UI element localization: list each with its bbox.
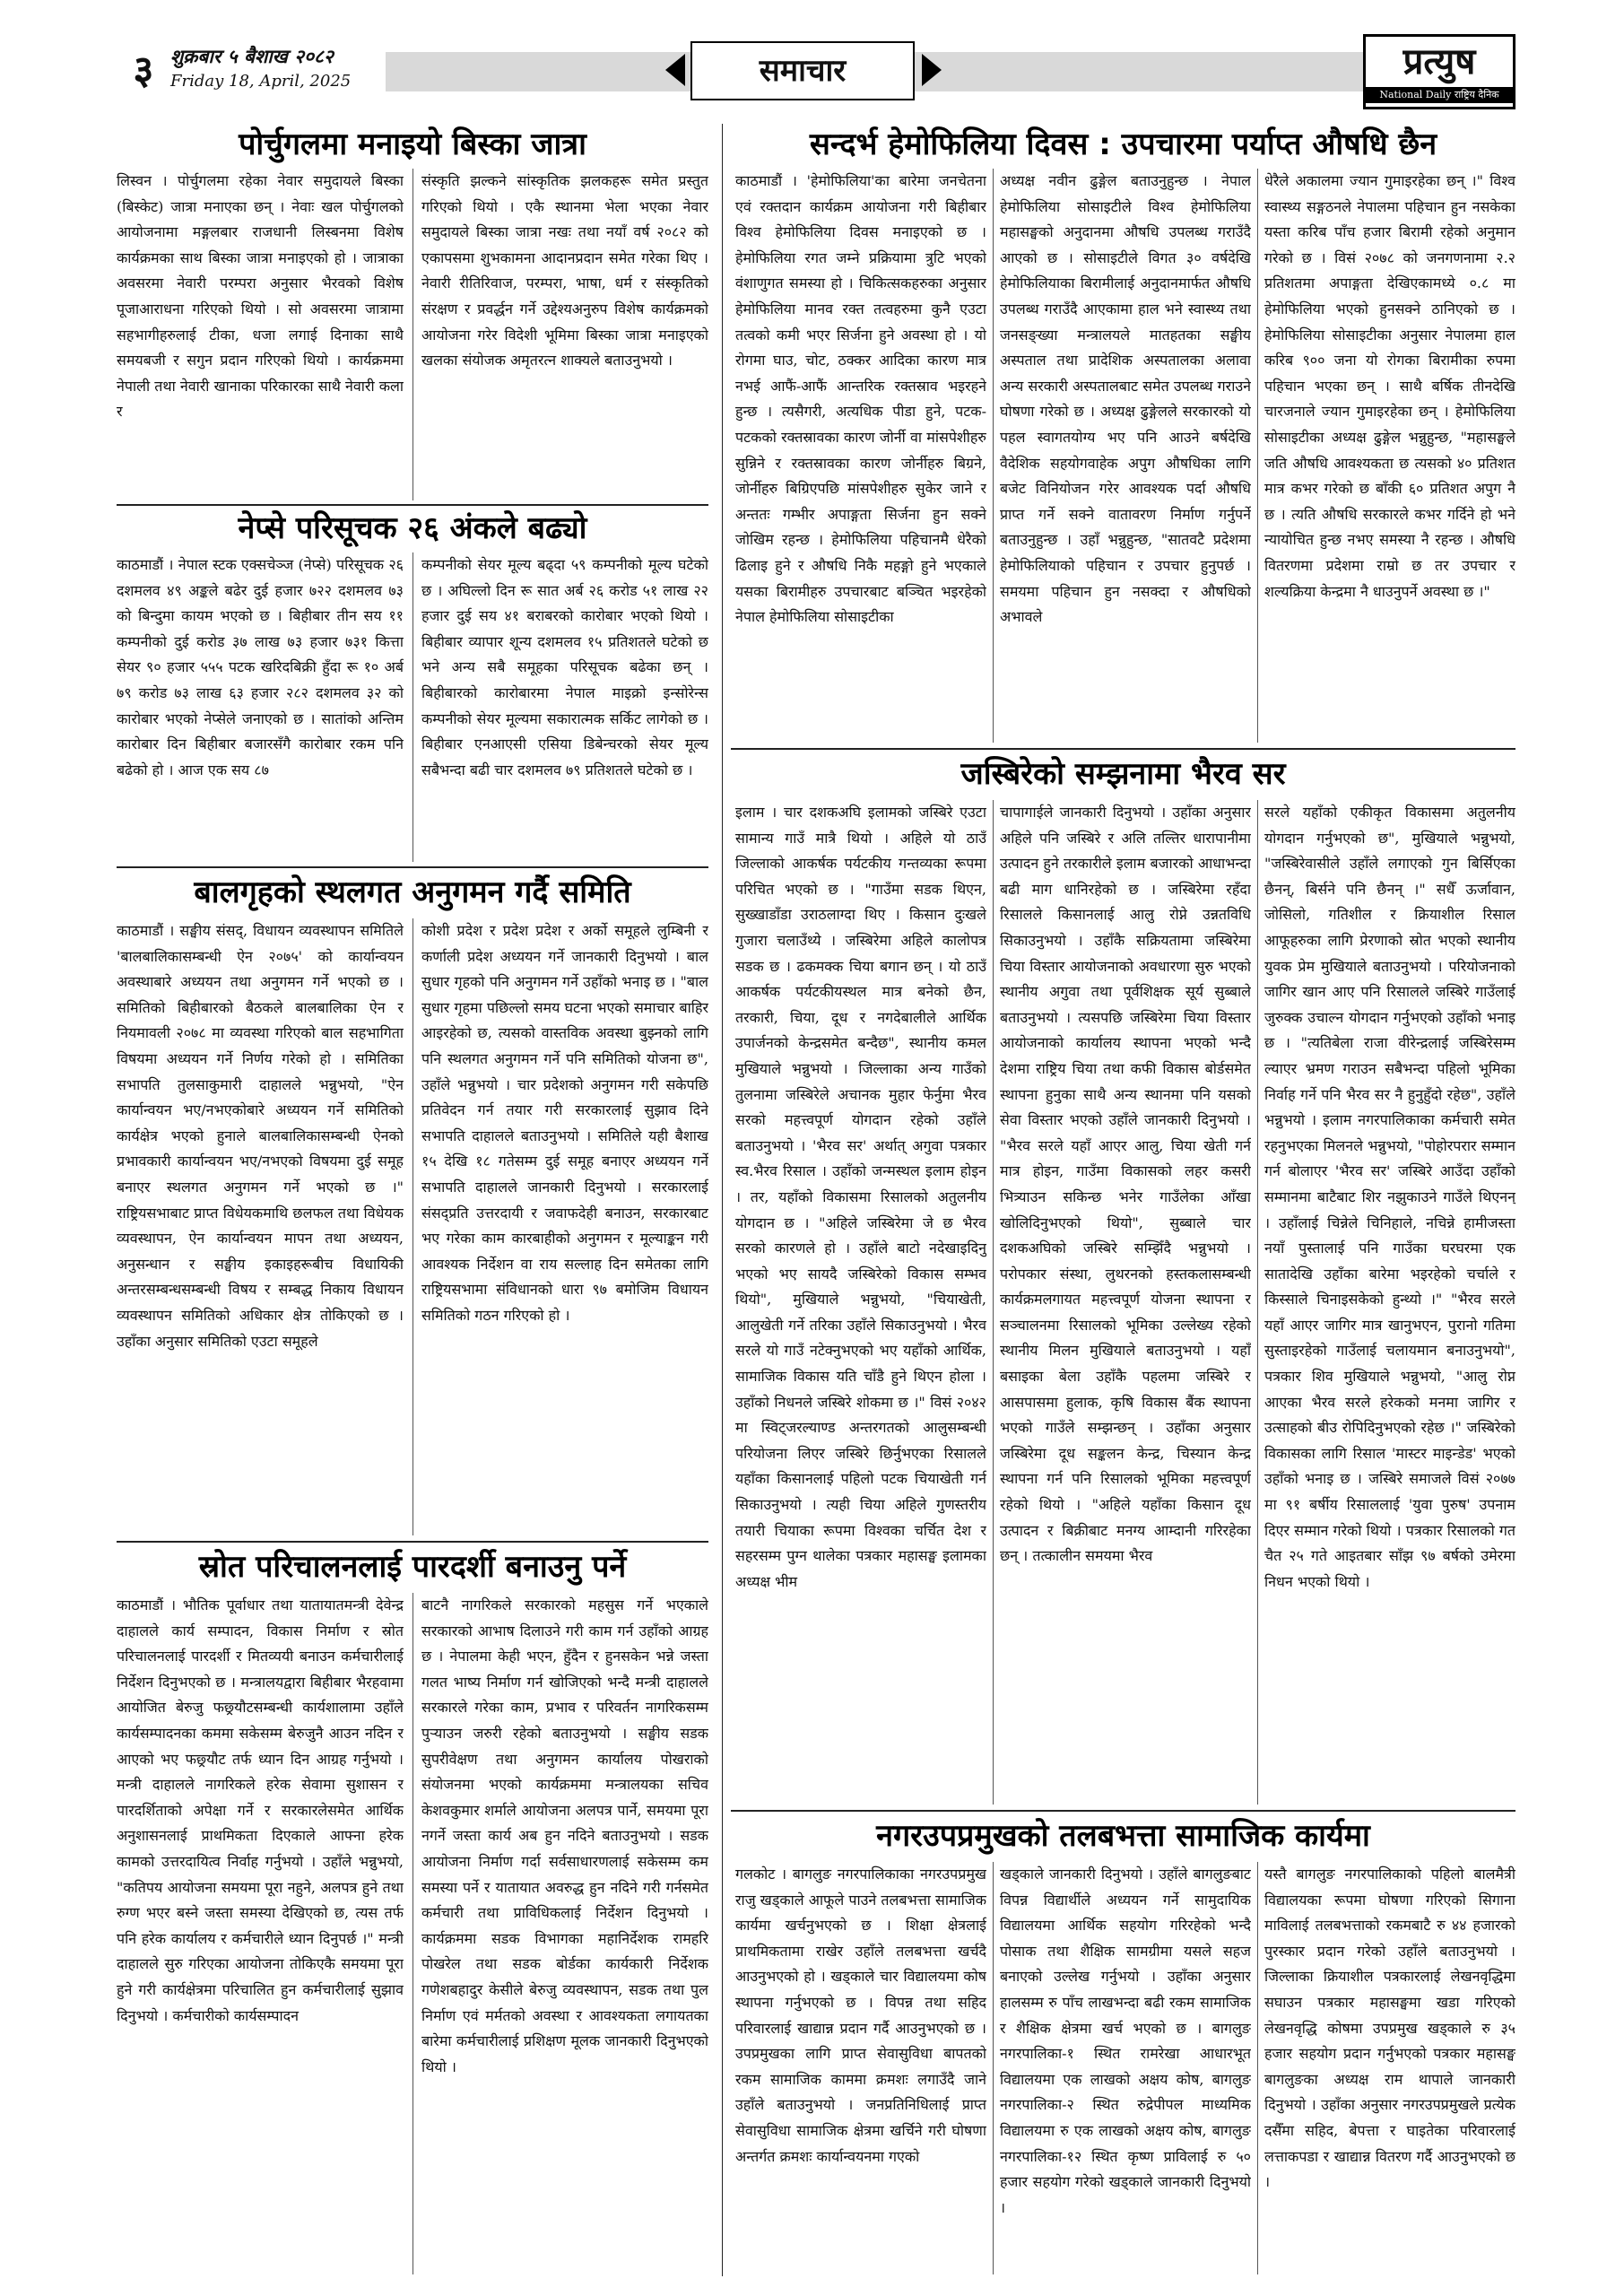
section-title: समाचार xyxy=(690,41,915,100)
article-portugal-col2: संस्कृति झल्कने सांस्कृतिक झलकहरू समेत प्रस्तुत गरिएको थियो । एकै स्थानमा भेला भएका नेवार समुदायले बिस्का जात्रा नखः तथा नयाँ वर्ष २०८२ को एकापसमा शुभकामना आदानप्रदान समेत गरेका थिए । नेवारी रीतिरिवाज, परम्परा, भाषा, धर्म र संस्कृतिको संरक्षण र प्रवर्द्धन गर्ने उद्देश्यअनुरुप विशेष कार्यक्रमको आयोजना गरेर विदेशी भूमिमा बिस्का जात्रा मनाइएको खलका संयोजक अमृतरत्न शाक्यले बताउनुभयो । xyxy=(421,172,708,370)
article-balgriha-col1: काठमाडौं । सङ्घीय संसद्, विधायन व्यवस्थापन समितिले 'बालबालिकासम्बन्धी ऐन २०७५' को कार्यान्वयन अवस्थाबारे अध्ययन तथा अनुगमन गर्ने भएको छ । समितिको बिहीबारको बैठकले बालबालिका ऐन र नियमावली २०७८ मा व्यवस्था गरिएको बाल सहभागिता विषयमा अध्ययन गर्ने निर्णय गरेको हो । समितिका सभापति तुलसाकुमारी दाहालले भन्नुभयो, "ऐन कार्यान्वयन भए/नभएकोबारे अध्ययन गर्ने समितिको कार्यक्षेत्र भएको हुनाले बालबालिकासम्बन्धी ऐनको प्रभावकारी कार्यान्वयन भए/नभएको विषयमा दुई समूह बनाएर स्थलगत अनुगमन गर्ने भएको छ ।" राष्ट्रियसभाबाट प्राप्त विधेयकमाथि छलफल तथा विधेयक व्यवस्थापन, ऐन कार्यान्वयन मापन तथा अध्ययन, अनुसन्धान र सङ्घीय इकाइहरूबीच विधायिकी अन्तरसम्बन्धसम्बन्धी विषय र सम्बद्ध निकाय विधायन व्यवस्थापन समितिको अधिकार क्षेत्र तोकिएको छ । उहाँका अनुसार समितिको एउटा समूहले xyxy=(117,922,404,1350)
headline-nepse: नेप्से परिसूचक २६ अंकले बढ्यो xyxy=(238,510,587,546)
article-hemophilia-col3: धेरैले अकालमा ज्यान गुमाइरहेका छन् ।" विश्व स्वास्थ्य सङ्गठनले नेपालमा पहिचान हुन नसकेका यस्ता करिब पाँच हजार बिरामी रहेको अनुमान गरेको छ । विसं २०७८ को जनगणनामा २.२ प्रतिशतमा अपाङ्गता देखिएकामध्ये ०.८ मा हेमोफिलिया भएको हुनसक्ने ठानिएको छ । हेमोफिलिया सोसाइटीका अनुसार नेपालमा हाल करिब ९०० जना यो रोगका बिरामीका रुपमा पहिचान भएका छन् । साथै बर्षिक तीनदेखि चारजनाले ज्यान गुमाइरहेका छन् । हेमोफिलिया सोसाइटीका अध्यक्ष ढुङ्गेल भन्नुहुन्छ, "महासङ्घले जति औषधि आवश्यकता छ त्यसको ४० प्रतिशत मात्र कभर गरेको छ बाँकी ६० प्रतिशत अपुग नै छ । त्यति औषधि सरकारले कभर गर्दिने हो भने न्यायोचित हुन्छ नभए समस्या नै रहन्छ । औषधि वितरणमा प्रदेशमा राम्रो छ तर उपचार र शल्यक्रिया केन्द्रमा नै धाउनुपर्ने अवस्था छ ।" xyxy=(1264,172,1515,600)
column-divider xyxy=(993,800,994,1805)
article-hemophilia-col2: अध्यक्ष नवीन ढुङ्गेल बताउनुहुन्छ । नेपाल हेमोफिलिया सोसाइटीले विश्व हेमोफिलिया महासङ्घको अनुदानमा औषधि उपलब्ध गराउँदै आएको छ । सोसाइटीले विगत ३० वर्षदेखि हेमोफिलियाका बिरामीलाई अनुदानमार्फत औषधि उपलब्ध गराउँदै आएकामा हाल भने स्वास्थ्य तथा जनसङ्ख्या मन्त्रालयले मातहतका सङ्घीय अस्पताल तथा प्रादेशिक अस्पतालका अलावा अन्य सरकारी अस्पतालबाट समेत उपलब्ध गराउने घोषणा गरेको छ । अध्यक्ष ढुङ्गेलले सरकारको यो पहल स्वागतयोग्य भए पनि आउने बर्षदेखि वैदेशिक सहयोगवाहेक अपुग औषधिका लागि बजेट विनियोजन गरेर आवश्यक पर्दा औषधि प्राप्त गर्ने सक्ने वातावरण निर्माण गर्नुपर्ने बताउनुहुन्छ । उहाँ भन्नुहुन्छ, "सातवटै प्रदेशमा हेमोफिलियाको पहिचान र उपचार हुनुपर्छ । समयमा पहिचान हुन नसक्दा र औषधिको अभावले xyxy=(1000,172,1251,626)
column-divider xyxy=(1257,800,1258,1805)
logo-name: प्रत्युष xyxy=(1403,40,1476,83)
headline-jaswire: जस्बिरेको सम्झनामा भैरव सर xyxy=(960,756,1286,792)
column-divider xyxy=(993,169,994,743)
section-divider xyxy=(117,1541,708,1543)
section-divider xyxy=(731,1810,1515,1812)
article-jaswire-col2: चापागाईले जानकारी दिनुभयो । उहाँका अनुसार अहिले पनि जस्बिरे र अलि तल्तिर धारापानीमा उत्पादन हुने तरकारीले इलाम बजारको आधाभन्दा बढी माग धानिरहेको छ । जस्बिरेमा रहँदा रिसालले किसानलाई आलु रोप्ने उन्नतविधि सिकाउनुभयो । उहाँकै सक्रियतामा जस्बिरेमा चिया विस्तार आयोजनाको अवधारणा सुरु भएको स्थानीय अगुवा तथा पूर्वशिक्षक सूर्य सुब्बाले बताउनुभयो । त्यसपछि जस्बिरेमा चिया विस्तार आयोजनाको कार्यालय स्थापना भएको भन्दै देशमा राष्ट्रिय चिया तथा कफी विकास बोर्डसमेत स्थापना हुनुका साथै अन्य स्थानमा पनि यसको सेवा विस्तार भएको उहाँले जानकारी दिनुभयो । "भैरव सरले यहाँ आएर आलु, चिया खेती गर्न मात्र होइन, गाउँमा विकासको लहर कसरी भित्र्याउन सकिन्छ भनेर गाउँलेका आँखा खोलिदिनुभएको थियो", सुब्बाले चार दशकअघिको जस्बिरे सम्झिँदै भन्नुभयो । परोपकार संस्था, लुथरनको हस्तकलासम्बन्धी कार्यक्रमलगायत महत्त्वपूर्ण योजना स्थापना र सञ्चालनमा रिसालको भूमिका उल्लेख्य रहेको स्थानीय मिलन मुखियाले बताउनुभयो । यहाँ बसाइका बेला उहाँकै पहलमा जस्बिरे र आसपासमा हुलाक, कृषि विकास बैंक स्थापना भएको गाउँले सम्झन्छन् । उहाँका अनुसार जस्बिरेमा दूध सङ्कलन केन्द्र, चिस्यान केन्द्र स्थापना गर्न पनि रिसालको भूमिका महत्त्वपूर्ण रहेको थियो । "अहिले यहाँका किसान दूध उत्पादन र बिक्रीबाट मनग्य आम्दानी गरिरहेका छन् । तत्कालीन समयमा भैरव xyxy=(1000,804,1251,1565)
header-bar xyxy=(386,52,1444,91)
headline-strot: स्रोत परिचालनलाई पारदर्शी बनाउनु पर्ने xyxy=(198,1549,627,1585)
article-nagar-col3: यस्तै बागलुङ नगरपालिकाको पहिलो बालमैत्री विद्यालयका रूपमा घोषणा गरिएको सिगाना माविलाई तलबभत्ताको रकमबाटै रु ४४ हजारको पुरस्कार प्रदान गरेको उहाँले बताउनुभयो । जिल्लाका क्रियाशील पत्रकारलाई लेखनवृद्धिमा सघाउन पत्रकार महासङ्घमा खडा गरिएको लेखनवृद्धि कोषमा उपप्रमुख खड्काले रु ३५ हजार सहयोग प्रदान गर्नुभएको पत्रकार महासङ्घ बागलुङका अध्यक्ष राम थापाले जानकारी दिनुभयो । उहाँका अनुसार नगरउपप्रमुखले प्रत्येक दसैँमा सहिद, बेपत्ता र घाइतेका परिवारलाई लत्ताकपडा र खाद्यान्न वितरण गर्दै आउनुभएको छ । xyxy=(1264,1866,1515,2191)
article-portugal-col1: लिस्वन । पोर्चुगलमा रहेका नेवार समुदायले बिस्का (बिस्केट) जात्रा मनाएका छन् । नेवाः खल पोर्चुगलको आयोजनामा मङ्गलबार राजधानी लिस्बनमा विशेष कार्यक्रमका साथ बिस्का जात्रा मनाइएको हो । जात्राका अवसरमा नेवारी परम्परा अनुसार भैरवको विशेष पूजाआराधना गरिएको थियो । सो अवसरमा जात्रामा सहभागीहरुलाई टीका, धजा लगाई दिनाका साथै समयबजी र सगुन प्रदान गरिएको थियो । कार्यक्रममा नेपाली तथा नेवारी खानाका परिकारका साथै नेवारी कला र xyxy=(117,172,404,421)
page-number: ३ xyxy=(133,48,154,93)
article-balgriha-col2: कोशी प्रदेश र प्रदेश प्रदेश र अर्को समूहले लुम्बिनी र कर्णाली प्रदेश अध्ययन गर्ने जानकारी दिनुभयो । बाल सुधार गृहको पनि अनुगमन गर्ने उहाँको भनाइ छ । "बाल सुधार गृहमा पछिल्लो समय घटना भएको समाचार बाहिर आइरहेको छ, त्यसको वास्तविक अवस्था बुझ्नको लागि पनि स्थलगत अनुगमन गर्ने पनि समितिको योजना छ", उहाँले भन्नुभयो । चार प्रदेशको अनुगमन गरी सकेपछि प्रतिवेदन गर्न तयार गरी सरकारलाई सुझाव दिने सभापति दाहालले बताउनुभयो । समितिले यही बैशाख १५ देखि १८ गतेसम्म दुई समूह बनाएर अध्ययन गर्ने सभापति दाहालले जानकारी दिनुभयो । सरकारलाई संसद्प्रति उत्तरदायी र जवाफदेही बनाउन, सरकारबाट भए गरेका काम कारबाहीको अनुगमन र मूल्याङ्कन गरी आवश्यक निर्देशन वा राय सल्लाह दिन समेतका लागि राष्ट्रियसभामा संविधानको धारा ९७ बमोजिम विधायन समितिको गठन गरिएको हो । xyxy=(421,922,708,1324)
headline-portugal: पोर्चुगलमा मनाइयो बिस्का जात्रा xyxy=(239,126,586,162)
section-divider xyxy=(731,748,1515,750)
date-nepali: शुक्रबार ५ बैशाख २०८२ xyxy=(170,45,334,67)
article-nagar-col2: खड्काले जानकारी दिनुभयो । उहाँले बागलुङबाट विपन्न विद्यार्थीले अध्ययन गर्ने सामुदायिक विद्यालयमा आर्थिक सहयोग गरिरहेको भन्दै पोसाक तथा शैक्षिक सामग्रीमा यसले सहज बनाएको उल्लेख गर्नुभयो । उहाँका अनुसार हालसम्म रु पाँच लाखभन्दा बढी रकम सामाजिक र शैक्षिक क्षेत्रमा खर्च भएको छ । बागलुङ नगरपालिका-१ स्थित रामरेखा आधारभूत विद्यालयमा एक लाखको अक्षय कोष, बागलुङ नगरपालिका-२ स्थित रुद्रेपीपल माध्यमिक विद्यालयमा रु एक लाखको अक्षय कोष, बागलुङ नगरपालिका-१२ स्थित कृष्ण प्राविलाई रु ५० हजार सहयोग गरेको खड्काले जानकारी दिनुभयो । xyxy=(1000,1866,1251,2216)
section-divider xyxy=(117,866,708,868)
arrow-right-icon xyxy=(922,54,942,86)
article-jaswire-col3: सरले यहाँको एकीकृत विकासमा अतुलनीय योगदान गर्नुभएको छ", मुखियाले भन्नुभयो, "जस्बिरेवासीले उहाँले लगाएको गुन बिर्सिएका छैनन्, बिर्सने पनि छैनन् ।" सधैँ ऊर्जावान, जोसिलो, गतिशील र क्रियाशील रिसाल आफूहरुका लागि प्रेरणाको स्रोत भएको स्थानीय युवक प्रेम मुखियाले बताउनुभयो । परियोजनाको जागिर खान आए पनि रिसालले जस्बिरे गाउँलाई जुरुक्क उचाल्न योगदान गर्नुभएको उहाँको भनाइ छ । "त्यतिबेला राजा वीरेन्द्रलाई जस्बिरेसम्म ल्याएर भ्रमण गराउन सबैभन्दा पहिलो भूमिका निर्वाह गर्ने पनि भैरव सर नै हुनुहुँदो रहेछ", उहाँले भन्नुभयो । इलाम नगरपालिकाका कर्मचारी समेत रहनुभएका मिलनले भन्नुभयो, "पोहोरपरार सम्मान गर्न बोलाएर 'भैरव सर' जस्बिरे आउँदा उहाँको सम्मानमा बाटैबाट शिर नझुकाउने गाउँले थिएनन् । उहाँलाई चिन्नेले चिनिहाले, नचिन्ने हामीजस्ता नयाँ पुस्तालाई पनि गाउँका घरघरमा एक सातादेखि उहाँका बारेमा भइरहेको चर्चाले र किस्साले चिनाइसकेको हुन्थ्यो ।" "भैरव सरले यहाँ आएर जागिर मात्र खानुभएन, पुरानो गतिमा सुस्ताइरहेको गाउँलाई चलायमान बनाउनुभयो", पत्रकार शिव मुखियाले भन्नुभयो, "आलु रोप्न आएका भैरव सरले हरेकको मनमा जागिर र उत्साहको बीउ रोपिदिनुभएको रहेछ ।" जस्बिरेको विकासका लागि रिसाल 'मास्टर माइन्डेड' भएको उहाँको भनाइ छ । जस्बिरे समाजले विसं २०७७ मा ९१ बर्षीय रिसाललाई 'युवा पुरुष' उपनाम दिएर सम्मान गरेको थियो । पत्रकार रिसालको गत चैत २५ गते आइतबार साँझ ९७ बर्षको उमेरमा निधन भएको थियो । xyxy=(1264,804,1515,1590)
article-jaswire-col1: इलाम । चार दशकअघि इलामको जस्बिरे एउटा सामान्य गाउँ मात्रै थियो । अहिले यो ठाउँ जिल्लाको आकर्षक पर्यटकीय गन्तव्यका रूपमा परिचित भएको छ । "गाउँमा सडक थिएन, सुख्खाडाँडा उराठलाग्दा थिए । किसान दुःखले गुजारा चलाउँथ्ये । जस्बिरेमा अहिले कालोपत्र सडक छ । ढकमक्क चिया बगान छन् । यो ठाउँ आकर्षक पर्यटकीयस्थल मात्र बनेको छैन, तरकारी, चिया, दूध र नगदेबालीले आर्थिक उपार्जनको केन्द्रसमेत बन्दैछ", स्थानीय कमल मुखियाले भन्नुभयो । जिल्लाका अन्य गाउँको तुलनामा जस्बिरेले अचानक मुहार फेर्नुमा भैरव सरको महत्त्वपूर्ण योगदान रहेको उहाँले बताउनुभयो । 'भैरव सर' अर्थात् अगुवा पत्रकार स्व.भैरव रिसाल । उहाँको जन्मस्थल इलाम होइन । तर, यहाँको विकासमा रिसालको अतुलनीय योगदान छ । "अहिले जस्बिरेमा जे छ भैरव सरको कारणले हो । उहाँले बाटो नदेखाइदिनु भएको भए सायदै जस्बिरेको विकास सम्भव थियो", मुखियाले भन्नुभयो, "चियाखेती, आलुखेती गर्ने तरिका उहाँले सिकाउनुभयो । भैरव सरले यो गाउँ नटेक्नुभएको भए यहाँको आर्थिक, सामाजिक विकास यति चाँडै हुने थिएन होला । उहाँको निधनले जस्बिरे शोकमा छ ।" विसं २०४२ मा स्विट्जरल्याण्ड अन्तरगतको आलुसम्बन्धी परियोजना लिएर जस्बिरे छिर्नुभएका रिसालले यहाँका किसानलाई पहिलो पटक चियाखेती गर्न सिकाउनुभयो । त्यही चिया अहिले गुणस्तरीय तयारी चियाका रूपमा विश्वका चर्चित देश र सहरसम्म पुग्न थालेका पत्रकार महासङ्घ इलामका अध्यक्ष भीम xyxy=(735,804,986,1590)
headline-balgriha: बालगृहको स्थलगत अनुगमन गर्दै समिति xyxy=(194,874,631,910)
article-hemophilia-col1: काठमाडौं । 'हेमोफिलिया'का बारेमा जनचेतना एवं रक्तदान कार्यक्रम आयोजना गरी बिहीबार विश्व हेमोफिलिया दिवस मनाइएको छ । हेमोफिलिया रगत जम्ने प्रक्रियामा त्रुटि भएको वंशाणुगत समस्या हो । चिकित्सकहरुका अनुसार हेमोफिलिया मानव रक्त तत्वहरुमा कुनै एउटा तत्वको कमी भएर सिर्जना हुने अवस्था हो । यो रोगमा घाउ, चोट, ठक्कर आदिका कारण मात्र नभई आफैं-आफैं आन्तरिक रक्तस्राव भइरहने हुन्छ । त्यसैगरी, अत्यधिक पीडा हुने, पटक-पटकको रक्तस्रावका कारण जोर्नी वा मांसपेशीहरु सुन्निने र रक्तस्रावका कारण जोर्नीहरु बिग्रने, जोर्नीहरु बिग्रिएपछि मांसपेशीहरु सुकेर जाने र अन्ततः गम्भीर अपाङ्गता सिर्जना हुन सक्ने जोखिम रहन्छ । हेमोफिलिया पहिचानमै धेरैको ढिलाइ हुने र औषधि निकै महङ्गो हुने भएकाले यसका बिरामीहरु उपचारबाट बञ्चित भइरहेको नेपाल हेमोफिलिया सोसाइटीका xyxy=(735,172,986,626)
article-strot-col1: काठमाडौं । भौतिक पूर्वाधार तथा यातायातमन्त्री देवेन्द्र दाहालले कार्य सम्पादन, विकास निर्माण र स्रोत परिचालनलाई पारदर्शी र मितव्ययी बनाउन कर्मचारीलाई निर्देशन दिनुभएको छ । मन्त्रालयद्वारा बिहीबार भैरहवामा आयोजित बेरुजु फछ्र्यौटसम्बन्धी कार्यशालामा उहाँले कार्यसम्पादनका कममा सकेसम्म बेरुजुनै आउन नदिन र आएको भए फछ्र्यौट तर्फ ध्यान दिन आग्रह गर्नुभयो । मन्त्री दाहालले नागरिकले हरेक सेवामा सुशासन र पारदर्शिताको अपेक्षा गर्ने र सरकारलेसमेत आर्थिक अनुशासनलाई प्राथमिकता दिएकाले आफ्ना हरेक कामको उत्तरदायित्व निर्वाह गर्नुभयो । उहाँले भन्नुभयो, "कतिपय आयोजना समयमा पूरा नहुने, अलपत्र हुने तथा रुग्ण भएर बस्ने जस्ता समस्या देखिएको छ, त्यस तर्फ पनि हरेक कार्यालय र कर्मचारीले ध्यान दिनुपर्छ ।" मन्त्री दाहालले सुरु गरिएका आयोजना तोकिएकै समयमा पूरा हुने गरी कार्यक्षेत्रमा परिचालित हुन कर्मचारीलाई सुझाव दिनुभयो । कर्मचारीको कार्यसम्पादन xyxy=(117,1596,404,2024)
headline-hemophilia: सन्दर्भ हेमोफिलिया दिवस : उपचारमा पर्याप्त औषधि छैन xyxy=(809,126,1437,162)
newspaper-logo xyxy=(1363,34,1515,109)
section-divider xyxy=(117,504,708,506)
article-nepse-col1: काठमाडौं । नेपाल स्टक एक्सचेञ्ज (नेप्से) परिसूचक २६ दशमलव ४९ अङ्कले बढेर दुई हजार ७२२ दशमलव ७३ को बिन्दुमा कायम भएको छ । बिहीबार तीन सय ११ कम्पनीको दुई करोड ३७ लाख ७३ हजार ७३१ कित्ता सेयर ९० हजार ५५५ पटक खरिदबिक्री हुँदा रू १० अर्ब ७९ करोड ७३ लाख ६३ हजार २८२ दशमलव ३२ को कारोबार भएको नेप्सेले जनाएको छ । सातांको अन्तिम कारोबार दिन बिहीबार बजारसँगै कारोबार रकम पनि बढेको हो । आज एक सय ८७ xyxy=(117,556,404,778)
article-nagar-col1: गलकोट । बागलुङ नगरपालिकाका नगरउपप्रमुख राजु खड्काले आफूले पाउने तलबभत्ता सामाजिक कार्यमा खर्चनुभएको छ । शिक्षा क्षेत्रलाई प्राथमिकतामा राखेर उहाँले तलबभत्ता खर्चदै आउनुभएको हो । खड्काले चार विद्यालयमा कोष स्थापना गर्नुभएको छ । विपन्न तथा सहिद परिवारलाई खाद्यान्न प्रदान गर्दै आउनुभएको छ । उपप्रमुखका लागि प्राप्त सेवासुविधा बापतको रकम सामाजिक काममा क्रमशः लगाउँदै जाने उहाँले बताउनुभयो । जनप्रतिनिधिलाई प्राप्त सेवासुविधा सामाजिक क्षेत्रमा खर्चिने गरी घोषणा अन्तर्गत क्रमशः कार्यान्वयनमा गएको xyxy=(735,1866,986,2165)
article-strot-col2: बाटनै नागरिकले सरकारको महसुस गर्ने भएकाले सरकारको आभाष दिलाउने गरी काम गर्न उहाँको आग्रह छ । नेपालमा केही भएन, हुँदैन र हुनसकेन भन्ने जस्ता गलत भाष्य निर्माण गर्न खोजिएको भन्दै मन्त्री दाहालले सरकारले गरेका काम, प्रभाव र परिवर्तन नागरिकसम्म पुऱ्याउन जरुरी रहेको बताउनुभयो । सङ्घीय सडक सुपरीवेक्षण तथा अनुगमन कार्यालय पोखराको संयोजनमा भएको कार्यक्रममा मन्त्रालयका सचिव केशवकुमार शर्माले आयोजना अलपत्र पार्ने, समयमा पूरा नगर्ने जस्ता कार्य अब हुन नदिने बताउनुभयो । सडक आयोजना निर्माण गर्दा सर्वसाधारणलाई सकेसम्म कम समस्या पर्ने र यातायात अवरुद्ध हुन नदिने गरी गर्नसमेत कर्मचारी तथा प्राविधिकलाई निर्देशन दिनुभयो । कार्यक्रममा सडक विभागका महानिर्देशक रामहरि पोखरेल तथा सडक बोर्डका कार्यकारी निर्देशक गणेशबहादुर केसीले बेरुजु व्यवस्थापन, सडक तथा पुल निर्माण एवं मर्मतको अवस्था र आवश्यकता लगायतका बारेमा कर्मचारीलाई प्रशिक्षण मूलक जानकारी दिनुभएको थियो । xyxy=(421,1596,708,2075)
arrow-left-icon xyxy=(665,54,685,86)
date-english: Friday 18, April, 2025 xyxy=(170,72,352,91)
logo-tagline: National Daily राष्ट्रिय दैनिक xyxy=(1366,87,1513,103)
issue-date xyxy=(170,43,386,93)
article-nepse-col2: कम्पनीको सेयर मूल्य बढ्दा ५९ कम्पनीको मूल्य घटेको छ । अघिल्लो दिन रू सात अर्ब २६ करोड ५१ लाख २२ हजार दुई सय ४१ बराबरको कारोबार भएको थियो । बिहीबार व्यापार शून्य दशमलव १५ प्रतिशतले घटेको छ भने अन्य सबै समूहका परिसूचक बढेका छन् । बिहीबारको कारोबारमा नेपाल माइक्रो इन्सोरेन्स कम्पनीको सेयर मूल्यमा सकारात्मक सर्किट लागेको छ । बिहीबार एनआएसी एसिया डिबेन्चरको सेयर मूल्य सबैभन्दा बढी चार दशमलव ७९ प्रतिशतले घटेको छ । xyxy=(421,556,708,778)
column-divider xyxy=(1257,169,1258,743)
headline-nagar: नगरउपप्रमुखको तलबभत्ता सामाजिक कार्यमा xyxy=(876,1818,1370,1854)
column-divider xyxy=(993,1862,994,2274)
page-column-divider xyxy=(722,124,723,2276)
page-header xyxy=(117,34,1515,113)
column-divider xyxy=(1257,1862,1258,2274)
